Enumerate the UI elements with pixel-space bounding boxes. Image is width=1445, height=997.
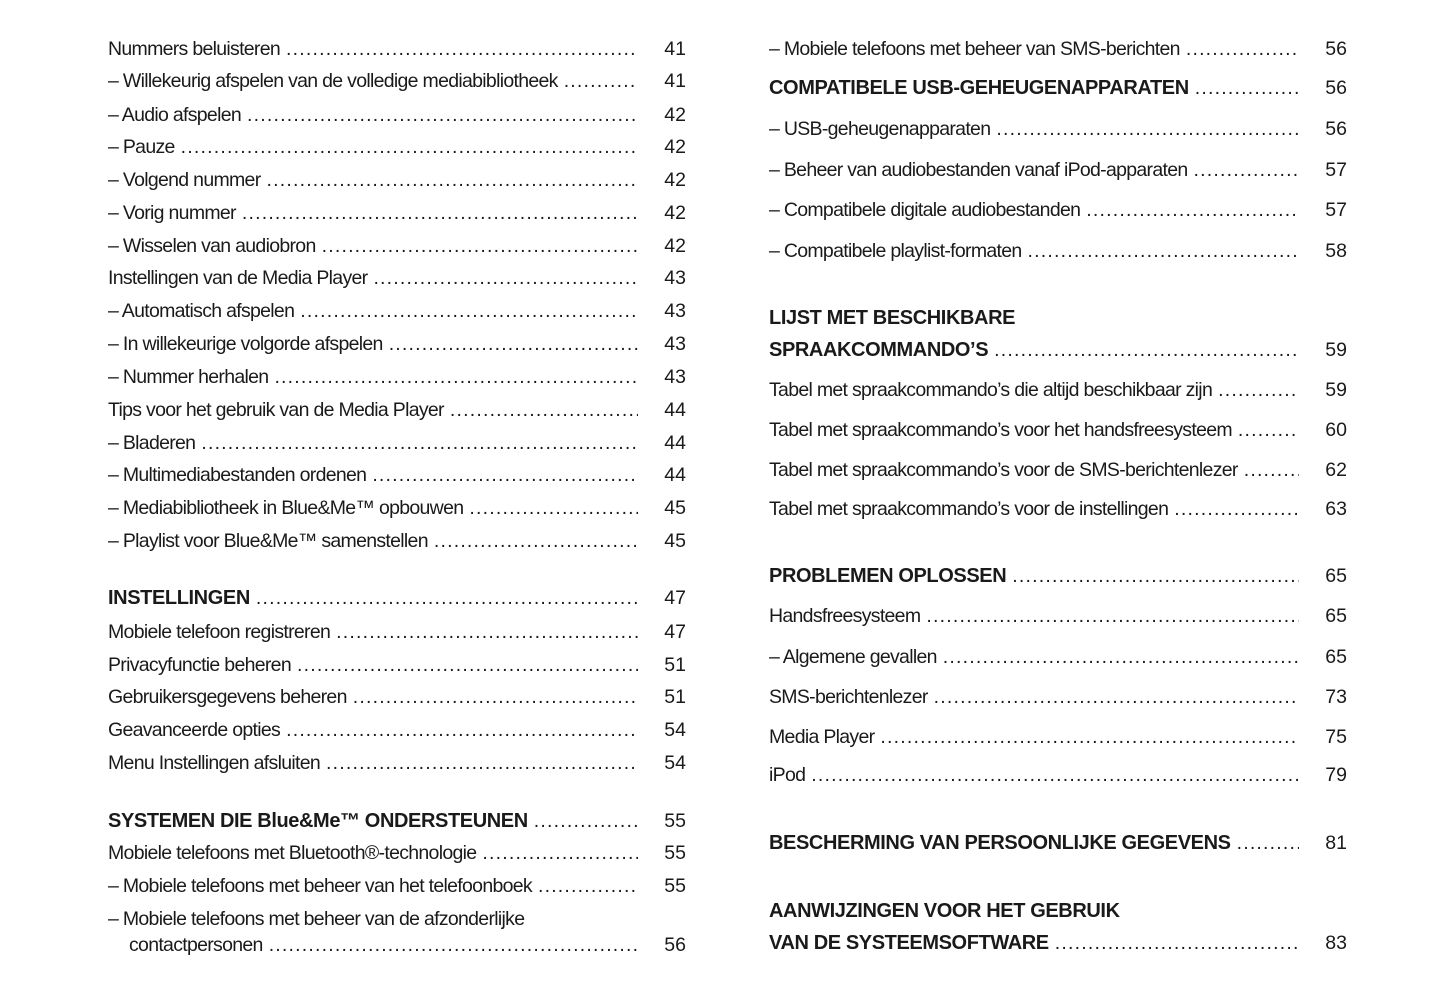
page-number: 42 [664, 169, 686, 191]
page-number: 44 [664, 432, 686, 454]
page-number: 55 [664, 810, 686, 832]
entry-title: – Mobiele telefoons met beheer van SMS-berichten [769, 38, 1180, 60]
toc-section-heading[interactable] [769, 75, 1347, 101]
toc-entry[interactable] [108, 68, 686, 94]
entry-title: Menu Instellingen afsluiten [108, 752, 320, 774]
toc-entry[interactable] [108, 684, 686, 710]
entry-title: SYSTEMEN DIE Blue&Me™ ONDERSTEUNEN [108, 810, 528, 832]
entry-title: Handsfreesysteem [769, 605, 921, 627]
toc-section-heading[interactable] [769, 830, 1347, 856]
page-number: 58 [1325, 240, 1347, 262]
page-number: 42 [664, 202, 686, 224]
page-number: 42 [664, 235, 686, 257]
page-number: 65 [1325, 646, 1347, 668]
entry-title: – Wisselen van audiobron [108, 235, 316, 257]
dot-leader [1174, 496, 1299, 522]
page-number: 43 [664, 333, 686, 355]
toc-entry[interactable] [769, 457, 1347, 483]
page-number: 62 [1325, 459, 1347, 481]
page-number: 41 [664, 38, 686, 60]
dot-leader [1186, 36, 1299, 62]
entry-title: – Bladeren [108, 432, 196, 454]
dot-leader [1244, 457, 1299, 483]
page-number: 65 [1325, 605, 1347, 627]
dot-leader [201, 430, 638, 456]
dot-leader [326, 750, 638, 776]
entry-title: – Multimediabestanden ordenen [108, 464, 367, 486]
toc-entry[interactable] [108, 397, 686, 423]
page-number: 47 [664, 621, 686, 643]
entry-title-continued: contactpersonen [129, 934, 263, 956]
page-number: 42 [664, 136, 686, 158]
dot-leader [297, 652, 638, 678]
entry-title: – Mediabibliotheek in Blue&Me™ opbouwen [108, 497, 464, 519]
dot-leader [811, 762, 1299, 788]
toc-entry[interactable] [108, 233, 686, 259]
toc-entry-line1[interactable] [108, 906, 686, 932]
dot-leader [564, 68, 638, 94]
dot-leader [247, 102, 638, 128]
dot-leader [181, 134, 638, 160]
dot-leader [926, 603, 1299, 629]
dot-leader [286, 717, 638, 743]
page-number: 57 [1325, 199, 1347, 221]
entry-title: – Automatisch afspelen [108, 300, 295, 322]
page-number: 43 [664, 267, 686, 289]
toc-section-heading[interactable] [769, 930, 1347, 956]
toc-entry[interactable] [108, 652, 686, 678]
toc-entry[interactable] [108, 717, 686, 743]
page-number: 56 [1325, 77, 1347, 99]
page-number: 81 [1325, 832, 1347, 854]
toc-entry[interactable] [108, 462, 686, 488]
dot-leader [373, 265, 638, 291]
entry-title: Privacyfunctie beheren [108, 654, 291, 676]
page-number: 45 [664, 530, 686, 552]
toc-entry[interactable] [108, 840, 686, 866]
entry-title: – Willekeurig afspelen van de volledige mediabibliotheek [108, 70, 558, 92]
entry-title: – Algemene gevallen [769, 646, 937, 668]
dot-leader [469, 495, 638, 521]
entry-title: Gebruikersgegevens beheren [108, 686, 347, 708]
dot-leader [353, 684, 638, 710]
toc-entry[interactable] [769, 724, 1347, 750]
dot-leader [266, 167, 638, 193]
entry-title: Tips voor het gebruik van de Media Player [108, 399, 444, 421]
entry-title: COMPATIBELE USB-GEHEUGENAPPARATEN [769, 77, 1189, 99]
toc-entry[interactable] [108, 932, 686, 958]
dot-leader [1194, 157, 1300, 183]
entry-title: – Volgend nummer [108, 169, 261, 191]
entry-title: Tabel met spraakcommando’s voor het handsfreesysteem [769, 419, 1232, 441]
toc-entry[interactable] [108, 200, 686, 226]
toc-entry[interactable] [108, 331, 686, 357]
page-number: 51 [664, 654, 686, 676]
dot-leader [1237, 830, 1299, 856]
page-number: 45 [664, 497, 686, 519]
dot-leader [934, 684, 1299, 710]
entry-title: INSTELLINGEN [108, 587, 250, 609]
toc-section-heading-line1[interactable] [769, 898, 1347, 924]
dot-leader [269, 932, 638, 958]
entry-title: Media Player [769, 726, 875, 748]
dot-leader [389, 331, 638, 357]
page-number: 57 [1325, 159, 1347, 181]
entry-title-continued: VAN DE SYSTEEMSOFTWARE [769, 932, 1049, 954]
toc-entry[interactable] [108, 364, 686, 390]
dot-leader [538, 873, 638, 899]
entry-title: – Compatibele playlist-formaten [769, 240, 1022, 262]
entry-title: – Mobiele telefoons met beheer van het telefoonboek [108, 875, 532, 897]
page-number: 83 [1325, 932, 1347, 954]
dot-leader [482, 840, 638, 866]
toc-section-heading[interactable] [108, 585, 686, 611]
toc-entry[interactable] [108, 134, 686, 160]
entry-title: – Beheer van audiobestanden vanaf iPod-apparaten [769, 159, 1188, 181]
page-number: 56 [1325, 38, 1347, 60]
entry-title-continued: SPRAAKCOMMANDO’S [769, 339, 989, 361]
toc-entry[interactable] [108, 298, 686, 324]
toc-entry[interactable] [108, 750, 686, 776]
page-number: 43 [664, 300, 686, 322]
toc-section-heading[interactable] [769, 563, 1347, 589]
entry-title: Nummers beluisteren [108, 38, 281, 60]
toc-entry[interactable] [108, 102, 686, 128]
entry-title: – USB-geheugenapparaten [769, 118, 991, 140]
dot-leader [434, 528, 638, 554]
page-number: 54 [664, 752, 686, 774]
page-number: 59 [1325, 379, 1347, 401]
page-number: 44 [664, 464, 686, 486]
dot-leader [943, 644, 1299, 670]
entry-title: BESCHERMING VAN PERSOONLIJKE GEGEVENS [769, 832, 1231, 854]
page-number: 51 [664, 686, 686, 708]
dot-leader [286, 36, 638, 62]
toc-entry[interactable] [108, 495, 686, 521]
dot-leader [450, 397, 638, 423]
entry-title: PROBLEMEN OPLOSSEN [769, 565, 1007, 587]
dot-leader [1195, 75, 1299, 101]
toc-section-heading-line1[interactable] [769, 305, 1347, 331]
page-number: 41 [664, 70, 686, 92]
entry-title: Geavanceerde opties [108, 719, 281, 741]
page-number: 42 [664, 104, 686, 126]
entry-title: – Playlist voor Blue&Me™ samenstellen [108, 530, 428, 552]
toc-entry[interactable] [108, 528, 686, 554]
page-number: 79 [1325, 764, 1347, 786]
toc-entry[interactable] [108, 619, 686, 645]
entry-title: Tabel met spraakcommando’s die altijd beschikbaar zijn [769, 379, 1213, 401]
entry-title: Tabel met spraakcommando’s voor de SMS-berichtenlezer [769, 459, 1238, 481]
entry-title: – Compatibele digitale audiobestanden [769, 199, 1081, 221]
page-number: 55 [664, 842, 686, 864]
entry-title: Mobiele telefoon registreren [108, 621, 331, 643]
toc-entry[interactable] [769, 762, 1347, 788]
entry-title: – Pauze [108, 136, 175, 158]
page-number: 59 [1325, 339, 1347, 361]
page-number: 56 [664, 934, 686, 956]
dot-leader [880, 724, 1299, 750]
toc-entry[interactable] [108, 430, 686, 456]
dot-leader [300, 298, 638, 324]
entry-title: – Mobiele telefoons met beheer van de afzonderlijke [108, 908, 525, 930]
toc-entry[interactable] [769, 377, 1347, 403]
entry-title: SMS-berichtenlezer [769, 686, 928, 708]
toc-entry[interactable] [769, 496, 1347, 522]
page-number: 54 [664, 719, 686, 741]
toc-entry[interactable] [769, 684, 1347, 710]
toc-entry[interactable] [108, 167, 686, 193]
dot-leader [996, 116, 1299, 142]
dot-leader [242, 200, 638, 226]
page-number: 63 [1325, 498, 1347, 520]
page-number: 55 [664, 875, 686, 897]
page-number: 43 [664, 366, 686, 388]
toc-section-heading[interactable] [108, 808, 686, 834]
dot-leader [1028, 238, 1299, 264]
entry-title: LIJST MET BESCHIKBARE [769, 307, 1016, 329]
entry-title: Instellingen van de Media Player [108, 267, 368, 289]
entry-title: Tabel met spraakcommando’s voor de instellingen [769, 498, 1169, 520]
dot-leader [1238, 417, 1299, 443]
entry-title: AANWIJZINGEN VOOR HET GEBRUIK [769, 900, 1120, 922]
toc-section-heading[interactable] [769, 337, 1347, 363]
dot-leader [534, 808, 638, 834]
entry-title: – In willekeurige volgorde afspelen [108, 333, 383, 355]
toc-entry[interactable] [769, 603, 1347, 629]
dot-leader [1218, 377, 1299, 403]
entry-title: – Vorig nummer [108, 202, 236, 224]
dot-leader [322, 233, 638, 259]
entry-title: iPod [769, 764, 806, 786]
toc-entry[interactable] [769, 197, 1347, 223]
dot-leader [994, 337, 1299, 363]
dot-leader [1086, 197, 1299, 223]
page-number: 47 [664, 587, 686, 609]
page-number: 60 [1325, 419, 1347, 441]
toc-entry[interactable] [769, 157, 1347, 183]
entry-title: – Nummer herhalen [108, 366, 269, 388]
page-number: 56 [1325, 118, 1347, 140]
toc-entry[interactable] [769, 644, 1347, 670]
toc-entry[interactable] [769, 36, 1347, 62]
page-number: 44 [664, 399, 686, 421]
entry-title: – Audio afspelen [108, 104, 242, 126]
toc-entry[interactable] [769, 417, 1347, 443]
entry-title: Mobiele telefoons met Bluetooth®-technologie [108, 842, 477, 864]
toc-entry[interactable] [108, 36, 686, 62]
dot-leader [1012, 563, 1299, 589]
dot-leader [256, 585, 638, 611]
page-number: 75 [1325, 726, 1347, 748]
toc-entry[interactable] [108, 265, 686, 291]
toc-entry[interactable] [769, 238, 1347, 264]
dot-leader [372, 462, 638, 488]
page-number: 65 [1325, 565, 1347, 587]
toc-entry[interactable] [108, 873, 686, 899]
page-number: 73 [1325, 686, 1347, 708]
dot-leader [336, 619, 638, 645]
toc-entry[interactable] [769, 116, 1347, 142]
dot-leader [274, 364, 638, 390]
dot-leader [1055, 930, 1299, 956]
